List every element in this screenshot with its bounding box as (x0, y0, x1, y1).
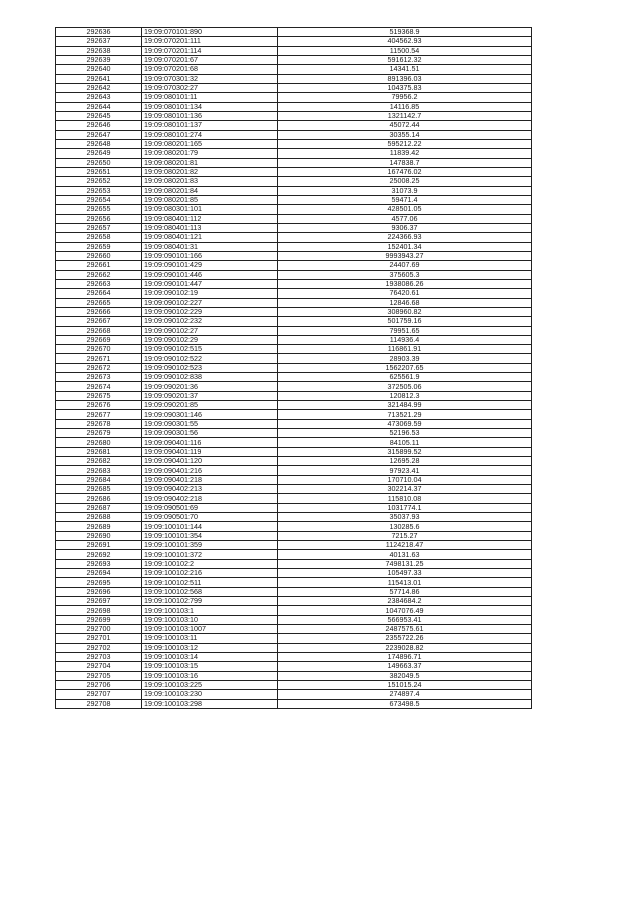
row-id-cell: 292674 (56, 382, 142, 391)
value-cell: 170710.04 (278, 475, 532, 484)
cadastral-number-cell: 19:09:100101:354 (142, 531, 278, 540)
cadastral-number-cell: 19:09:090401:218 (142, 475, 278, 484)
value-cell: 11839.42 (278, 149, 532, 158)
table-row (56, 139, 532, 148)
row-id-cell: 292693 (56, 559, 142, 568)
value-cell: 713521.29 (278, 410, 532, 419)
cadastral-number-cell: 19:09:100102:799 (142, 597, 278, 606)
value-cell: 274897.4 (278, 690, 532, 699)
cadastral-number-cell: 19:09:080201:85 (142, 195, 278, 204)
row-id-cell: 292648 (56, 139, 142, 148)
value-cell: 12846.68 (278, 298, 532, 307)
row-id-cell: 292701 (56, 634, 142, 643)
cadastral-number-cell: 19:09:100103:230 (142, 690, 278, 699)
table-row (56, 494, 532, 503)
cadastral-number-cell: 19:09:090102:27 (142, 326, 278, 335)
cadastral-number-cell: 19:09:090501:70 (142, 513, 278, 522)
row-id-cell: 292708 (56, 699, 142, 708)
value-cell: 31073.9 (278, 186, 532, 195)
value-cell: 2487575.61 (278, 625, 532, 634)
value-cell: 120812.3 (278, 391, 532, 400)
cadastral-number-cell: 19:09:090102:515 (142, 345, 278, 354)
row-id-cell: 292659 (56, 242, 142, 251)
row-id-cell: 292645 (56, 111, 142, 120)
cadastral-number-cell: 19:09:080101:11 (142, 93, 278, 102)
table-row (56, 205, 532, 214)
cadastral-number-cell: 19:09:090201:36 (142, 382, 278, 391)
cadastral-number-cell: 19:09:090401:120 (142, 457, 278, 466)
table-row (56, 662, 532, 671)
cadastral-number-cell: 19:09:080201:82 (142, 167, 278, 176)
table-row (56, 680, 532, 689)
value-cell: 114936.4 (278, 335, 532, 344)
table-row (56, 46, 532, 55)
value-cell: 519368.9 (278, 28, 532, 37)
row-id-cell: 292656 (56, 214, 142, 223)
cadastral-number-cell: 19:09:090401:119 (142, 447, 278, 456)
table-row (56, 261, 532, 270)
table-row (56, 373, 532, 382)
table-row (56, 625, 532, 634)
data-table (55, 27, 532, 709)
table-row (56, 410, 532, 419)
table-row (56, 83, 532, 92)
cadastral-number-cell: 19:09:090102:227 (142, 298, 278, 307)
value-cell: 9993943.27 (278, 251, 532, 260)
table-row (56, 195, 532, 204)
cadastral-number-cell: 19:09:090301:146 (142, 410, 278, 419)
table-row (56, 522, 532, 531)
value-cell: 9306.37 (278, 223, 532, 232)
row-id-cell: 292644 (56, 102, 142, 111)
row-id-cell: 292658 (56, 233, 142, 242)
cadastral-number-cell: 19:09:100103:14 (142, 652, 278, 661)
cadastral-number-cell: 19:09:100103:298 (142, 699, 278, 708)
row-id-cell: 292672 (56, 363, 142, 372)
cadastral-number-cell: 19:09:100101:372 (142, 550, 278, 559)
value-cell: 25008.25 (278, 177, 532, 186)
row-id-cell: 292703 (56, 652, 142, 661)
table-row (56, 569, 532, 578)
table-row (56, 233, 532, 242)
value-cell: 404562.93 (278, 37, 532, 46)
value-cell: 97923.41 (278, 466, 532, 475)
cadastral-number-cell: 19:09:080401:113 (142, 223, 278, 232)
table-row (56, 690, 532, 699)
value-cell: 14341.51 (278, 65, 532, 74)
table-row (56, 28, 532, 37)
table-row (56, 652, 532, 661)
cadastral-number-cell: 19:09:100103:1007 (142, 625, 278, 634)
value-cell: 130285.6 (278, 522, 532, 531)
value-cell: 315899.52 (278, 447, 532, 456)
cadastral-number-cell: 19:09:090301:56 (142, 429, 278, 438)
row-id-cell: 292686 (56, 494, 142, 503)
table-row (56, 121, 532, 130)
value-cell: 116861.91 (278, 345, 532, 354)
row-id-cell: 292699 (56, 615, 142, 624)
table-row (56, 111, 532, 120)
row-id-cell: 292636 (56, 28, 142, 37)
row-id-cell: 292698 (56, 606, 142, 615)
table-row (56, 149, 532, 158)
row-id-cell: 292669 (56, 335, 142, 344)
row-id-cell: 292683 (56, 466, 142, 475)
cadastral-number-cell: 19:09:090301:55 (142, 419, 278, 428)
value-cell: 76420.61 (278, 289, 532, 298)
row-id-cell: 292664 (56, 289, 142, 298)
row-id-cell: 292666 (56, 307, 142, 316)
table-row (56, 559, 532, 568)
cadastral-number-cell: 19:09:100102:568 (142, 587, 278, 596)
table-row (56, 93, 532, 102)
cadastral-number-cell: 19:09:100101:144 (142, 522, 278, 531)
cadastral-number-cell: 19:09:090102:838 (142, 373, 278, 382)
value-cell: 115413.01 (278, 578, 532, 587)
cadastral-number-cell: 19:09:080101:137 (142, 121, 278, 130)
table-row (56, 214, 532, 223)
value-cell: 105497.33 (278, 569, 532, 578)
row-id-cell: 292663 (56, 279, 142, 288)
row-id-cell: 292696 (56, 587, 142, 596)
table-row (56, 513, 532, 522)
cadastral-number-cell: 19:09:090102:523 (142, 363, 278, 372)
row-id-cell: 292655 (56, 205, 142, 214)
value-cell: 595212.22 (278, 139, 532, 148)
value-cell: 321484.99 (278, 401, 532, 410)
table-row (56, 242, 532, 251)
table-row (56, 699, 532, 708)
table-row (56, 130, 532, 139)
cadastral-number-cell: 19:09:080201:79 (142, 149, 278, 158)
row-id-cell: 292680 (56, 438, 142, 447)
table-row (56, 55, 532, 64)
value-cell: 673498.5 (278, 699, 532, 708)
table-row (56, 671, 532, 680)
row-id-cell: 292694 (56, 569, 142, 578)
cadastral-number-cell: 19:09:100103:16 (142, 671, 278, 680)
value-cell: 52196.53 (278, 429, 532, 438)
cadastral-number-cell: 19:09:100102:2 (142, 559, 278, 568)
value-cell: 7498131.25 (278, 559, 532, 568)
row-id-cell: 292689 (56, 522, 142, 531)
value-cell: 12695.28 (278, 457, 532, 466)
value-cell: 79951.65 (278, 326, 532, 335)
value-cell: 1031774.1 (278, 503, 532, 512)
row-id-cell: 292677 (56, 410, 142, 419)
row-id-cell: 292682 (56, 457, 142, 466)
value-cell: 151015.24 (278, 680, 532, 689)
cadastral-number-cell: 19:09:100102:511 (142, 578, 278, 587)
cadastral-number-cell: 19:09:070201:111 (142, 37, 278, 46)
cadastral-number-cell: 19:09:090401:116 (142, 438, 278, 447)
table-row (56, 65, 532, 74)
row-id-cell: 292684 (56, 475, 142, 484)
value-cell: 1124218.47 (278, 541, 532, 550)
value-cell: 4577.06 (278, 214, 532, 223)
row-id-cell: 292647 (56, 130, 142, 139)
cadastral-number-cell: 19:09:100103:10 (142, 615, 278, 624)
value-cell: 59471.4 (278, 195, 532, 204)
table-row (56, 438, 532, 447)
value-cell: 149663.37 (278, 662, 532, 671)
table-row (56, 643, 532, 652)
cadastral-number-cell: 19:09:070302:27 (142, 83, 278, 92)
row-id-cell: 292662 (56, 270, 142, 279)
row-id-cell: 292690 (56, 531, 142, 540)
value-cell: 11500.54 (278, 46, 532, 55)
cadastral-number-cell: 19:09:080101:134 (142, 102, 278, 111)
value-cell: 891396.03 (278, 74, 532, 83)
value-cell: 473069.59 (278, 419, 532, 428)
table-row (56, 382, 532, 391)
table-body (56, 28, 532, 709)
cadastral-number-cell: 19:09:090102:19 (142, 289, 278, 298)
row-id-cell: 292651 (56, 167, 142, 176)
cadastral-number-cell: 19:09:080101:274 (142, 130, 278, 139)
cadastral-number-cell: 19:09:090102:229 (142, 307, 278, 316)
cadastral-number-cell: 19:09:090501:69 (142, 503, 278, 512)
row-id-cell: 292638 (56, 46, 142, 55)
row-id-cell: 292642 (56, 83, 142, 92)
table-row (56, 485, 532, 494)
cadastral-number-cell: 19:09:080201:81 (142, 158, 278, 167)
cadastral-number-cell: 19:09:100103:12 (142, 643, 278, 652)
table-row (56, 354, 532, 363)
cadastral-number-cell: 19:09:090402:218 (142, 494, 278, 503)
table-row (56, 466, 532, 475)
cadastral-number-cell: 19:09:090201:85 (142, 401, 278, 410)
table-row (56, 391, 532, 400)
table-row (56, 326, 532, 335)
cadastral-number-cell: 19:09:080401:121 (142, 233, 278, 242)
value-cell: 2239028.82 (278, 643, 532, 652)
table-row (56, 335, 532, 344)
cadastral-number-cell: 19:09:080201:165 (142, 139, 278, 148)
cadastral-number-cell: 19:09:080301:101 (142, 205, 278, 214)
row-id-cell: 292649 (56, 149, 142, 158)
cadastral-number-cell: 19:09:090402:213 (142, 485, 278, 494)
row-id-cell: 292640 (56, 65, 142, 74)
row-id-cell: 292681 (56, 447, 142, 456)
table-row (56, 606, 532, 615)
value-cell: 625561.9 (278, 373, 532, 382)
row-id-cell: 292667 (56, 317, 142, 326)
row-id-cell: 292650 (56, 158, 142, 167)
cadastral-number-cell: 19:09:070101:890 (142, 28, 278, 37)
data-sheet (55, 27, 531, 709)
value-cell: 224366.93 (278, 233, 532, 242)
row-id-cell: 292688 (56, 513, 142, 522)
value-cell: 382049.5 (278, 671, 532, 680)
row-id-cell: 292646 (56, 121, 142, 130)
cadastral-number-cell: 19:09:070201:114 (142, 46, 278, 55)
cadastral-number-cell: 19:09:090101:446 (142, 270, 278, 279)
cadastral-number-cell: 19:09:100103:11 (142, 634, 278, 643)
table-row (56, 158, 532, 167)
cadastral-number-cell: 19:09:100103:1 (142, 606, 278, 615)
cadastral-number-cell: 19:09:100103:225 (142, 680, 278, 689)
table-row (56, 289, 532, 298)
row-id-cell: 292704 (56, 662, 142, 671)
cadastral-number-cell: 19:09:080401:112 (142, 214, 278, 223)
value-cell: 372505.06 (278, 382, 532, 391)
cadastral-number-cell: 19:09:090101:429 (142, 261, 278, 270)
table-row (56, 345, 532, 354)
table-row (56, 541, 532, 550)
table-row (56, 475, 532, 484)
value-cell: 24407.69 (278, 261, 532, 270)
cadastral-number-cell: 19:09:100101:359 (142, 541, 278, 550)
table-row (56, 279, 532, 288)
value-cell: 1047076.49 (278, 606, 532, 615)
cadastral-number-cell: 19:09:070201:68 (142, 65, 278, 74)
cadastral-number-cell: 19:09:080101:136 (142, 111, 278, 120)
value-cell: 302214.37 (278, 485, 532, 494)
cadastral-number-cell: 19:09:090401:216 (142, 466, 278, 475)
table-row (56, 177, 532, 186)
cadastral-number-cell: 19:09:100102:216 (142, 569, 278, 578)
row-id-cell: 292691 (56, 541, 142, 550)
row-id-cell: 292661 (56, 261, 142, 270)
row-id-cell: 292665 (56, 298, 142, 307)
table-row (56, 167, 532, 176)
value-cell: 45072.44 (278, 121, 532, 130)
table-row (56, 223, 532, 232)
table-row (56, 429, 532, 438)
table-row (56, 317, 532, 326)
row-id-cell: 292639 (56, 55, 142, 64)
row-id-cell: 292706 (56, 680, 142, 689)
value-cell: 1562207.65 (278, 363, 532, 372)
row-id-cell: 292676 (56, 401, 142, 410)
row-id-cell: 292660 (56, 251, 142, 260)
row-id-cell: 292637 (56, 37, 142, 46)
value-cell: 40131.63 (278, 550, 532, 559)
row-id-cell: 292641 (56, 74, 142, 83)
table-row (56, 74, 532, 83)
value-cell: 2355722.26 (278, 634, 532, 643)
row-id-cell: 292653 (56, 186, 142, 195)
row-id-cell: 292687 (56, 503, 142, 512)
row-id-cell: 292671 (56, 354, 142, 363)
table-row (56, 550, 532, 559)
row-id-cell: 292700 (56, 625, 142, 634)
value-cell: 147838.7 (278, 158, 532, 167)
table-row (56, 597, 532, 606)
row-id-cell: 292673 (56, 373, 142, 382)
table-row (56, 307, 532, 316)
cadastral-number-cell: 19:09:090102:29 (142, 335, 278, 344)
value-cell: 14116.85 (278, 102, 532, 111)
row-id-cell: 292675 (56, 391, 142, 400)
table-row (56, 503, 532, 512)
value-cell: 428501.05 (278, 205, 532, 214)
table-row (56, 587, 532, 596)
table-row (56, 531, 532, 540)
value-cell: 57714.86 (278, 587, 532, 596)
row-id-cell: 292695 (56, 578, 142, 587)
value-cell: 308960.82 (278, 307, 532, 316)
table-row (56, 615, 532, 624)
value-cell: 2384684.2 (278, 597, 532, 606)
row-id-cell: 292702 (56, 643, 142, 652)
table-row (56, 251, 532, 260)
row-id-cell: 292670 (56, 345, 142, 354)
value-cell: 104375.83 (278, 83, 532, 92)
row-id-cell: 292685 (56, 485, 142, 494)
cadastral-number-cell: 19:09:100103:15 (142, 662, 278, 671)
value-cell: 1321142.7 (278, 111, 532, 120)
table-row (56, 363, 532, 372)
table-row (56, 270, 532, 279)
row-id-cell: 292652 (56, 177, 142, 186)
table-row (56, 578, 532, 587)
cadastral-number-cell: 19:09:070201:67 (142, 55, 278, 64)
value-cell: 115810.08 (278, 494, 532, 503)
value-cell: 152401.34 (278, 242, 532, 251)
cadastral-number-cell: 19:09:080201:84 (142, 186, 278, 195)
value-cell: 84105.11 (278, 438, 532, 447)
row-id-cell: 292678 (56, 419, 142, 428)
row-id-cell: 292697 (56, 597, 142, 606)
cadastral-number-cell: 19:09:070301:32 (142, 74, 278, 83)
cadastral-number-cell: 19:09:080201:83 (142, 177, 278, 186)
value-cell: 79956.2 (278, 93, 532, 102)
value-cell: 375605.3 (278, 270, 532, 279)
cadastral-number-cell: 19:09:090201:37 (142, 391, 278, 400)
table-row (56, 419, 532, 428)
value-cell: 7215.27 (278, 531, 532, 540)
row-id-cell: 292679 (56, 429, 142, 438)
value-cell: 35037.93 (278, 513, 532, 522)
row-id-cell: 292654 (56, 195, 142, 204)
row-id-cell: 292692 (56, 550, 142, 559)
value-cell: 30355.14 (278, 130, 532, 139)
row-id-cell: 292643 (56, 93, 142, 102)
table-row (56, 37, 532, 46)
value-cell: 167476.02 (278, 167, 532, 176)
value-cell: 591612.32 (278, 55, 532, 64)
value-cell: 174896.71 (278, 652, 532, 661)
table-row (56, 401, 532, 410)
table-row (56, 102, 532, 111)
value-cell: 28903.39 (278, 354, 532, 363)
value-cell: 566953.41 (278, 615, 532, 624)
row-id-cell: 292707 (56, 690, 142, 699)
cadastral-number-cell: 19:09:090101:447 (142, 279, 278, 288)
value-cell: 1938086.26 (278, 279, 532, 288)
cadastral-number-cell: 19:09:090101:166 (142, 251, 278, 260)
row-id-cell: 292705 (56, 671, 142, 680)
table-row (56, 186, 532, 195)
table-row (56, 447, 532, 456)
row-id-cell: 292668 (56, 326, 142, 335)
value-cell: 501759.16 (278, 317, 532, 326)
table-row (56, 298, 532, 307)
table-row (56, 634, 532, 643)
cadastral-number-cell: 19:09:080401:31 (142, 242, 278, 251)
cadastral-number-cell: 19:09:090102:232 (142, 317, 278, 326)
cadastral-number-cell: 19:09:090102:522 (142, 354, 278, 363)
table-row (56, 457, 532, 466)
row-id-cell: 292657 (56, 223, 142, 232)
